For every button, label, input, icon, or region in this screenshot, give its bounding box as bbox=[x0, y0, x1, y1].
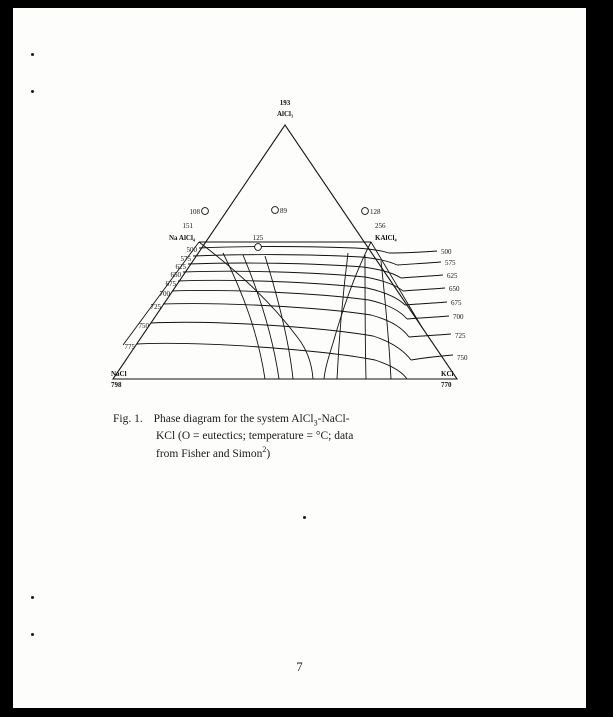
left-binary-value: 151 bbox=[182, 222, 193, 230]
isotherm-left-label: 575 bbox=[180, 255, 191, 263]
apex-bottom-left-value: 798 bbox=[111, 381, 122, 389]
isotherm-right-label: 750 bbox=[457, 354, 468, 362]
isotherm-left-label: 500 bbox=[186, 246, 197, 254]
page-number: 7 bbox=[296, 660, 303, 674]
isotherm-right-label: 650 bbox=[449, 285, 460, 293]
caption-label: Fig. 1. bbox=[113, 413, 143, 425]
eutectic-89-label: 89 bbox=[280, 207, 287, 215]
isotherm-left-label: 675 bbox=[165, 280, 176, 288]
apex-top-value: 193 bbox=[279, 99, 291, 107]
apex-bottom-right-compound: KCl bbox=[441, 370, 454, 378]
apex-bottom-left-compound: NaCl bbox=[111, 370, 127, 378]
phase-diagram-figure bbox=[93, 93, 513, 393]
isotherm-right-label: 700 bbox=[453, 313, 464, 321]
valley-curves bbox=[223, 253, 391, 379]
page-speck bbox=[303, 516, 306, 519]
caption-line2: KCl (O = eutectics; temperature = °C; data bbox=[156, 429, 354, 442]
eutectic-108-label: 108 bbox=[189, 208, 200, 216]
figure-caption bbox=[113, 413, 513, 462]
eutectic-125-label: 125 bbox=[252, 234, 264, 242]
document-page bbox=[13, 8, 586, 708]
caption-line3-a: from Fisher and Simon bbox=[156, 448, 263, 461]
page-margin-dot bbox=[31, 633, 34, 636]
isotherm-left-label: 650 bbox=[170, 271, 181, 279]
apex-top-compound: AlCl₃ bbox=[276, 110, 294, 118]
eutectic-128-marker bbox=[362, 208, 369, 215]
caption-line3-sup: 2 bbox=[262, 445, 267, 455]
isotherm-right-label: 500 bbox=[441, 248, 452, 256]
isotherm-right-label: 675 bbox=[451, 299, 462, 307]
eutectic-128-label: 128 bbox=[370, 208, 381, 216]
isotherm-left-label: 725 bbox=[150, 303, 161, 311]
isotherm-right-label: 575 bbox=[445, 259, 456, 267]
eutectic-108-marker bbox=[202, 208, 209, 215]
ternary-diagram-svg bbox=[93, 93, 513, 393]
isotherm-contours-right bbox=[389, 251, 453, 360]
eutectic-89-marker bbox=[272, 207, 279, 214]
apex-bottom-right-value: 770 bbox=[441, 381, 452, 389]
page-margin-dot bbox=[31, 53, 34, 56]
isotherm-right-label: 625 bbox=[447, 272, 458, 280]
caption-line1-a: Phase diagram for the system AlCl bbox=[153, 413, 314, 425]
right-binary-value: 256 bbox=[375, 222, 386, 230]
page-margin-dot bbox=[31, 90, 34, 93]
isotherm-left-label: 750 bbox=[138, 322, 149, 330]
caption-line1-b: -NaCl- bbox=[317, 413, 350, 425]
caption-line3-b: ) bbox=[266, 448, 271, 461]
isotherm-right-label: 725 bbox=[455, 332, 466, 340]
isotherm-left-label: 775 bbox=[124, 343, 135, 351]
left-binary-compound: Na AlCl₄ bbox=[168, 234, 195, 242]
triangle-outline bbox=[113, 125, 457, 379]
caption-line1-sub: 3 bbox=[313, 418, 318, 428]
page-margin-dot bbox=[31, 596, 34, 599]
eutectic-125-marker bbox=[255, 244, 262, 251]
right-binary-compound: KAlCl₄ bbox=[375, 234, 397, 242]
isotherm-left-label: 700 bbox=[159, 290, 170, 298]
isotherm-left-label: 625 bbox=[175, 263, 186, 271]
